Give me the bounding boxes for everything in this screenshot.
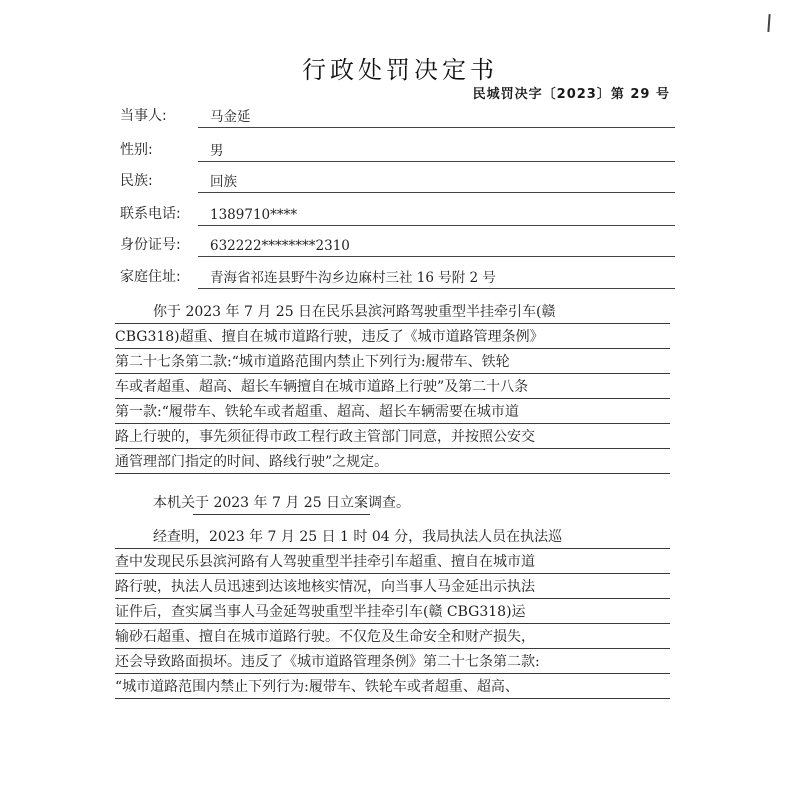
text-line <box>115 677 670 702</box>
document-title: 行政处罚决定书 <box>302 56 498 84</box>
field-value: 男 <box>210 143 224 159</box>
field-value: 马金延 <box>210 109 251 125</box>
field-value: 青海省祁连县野牛沟乡边麻村三社 16 号附 2 号 <box>210 270 496 286</box>
line-text: 路行驶，执法人员迅速到达该地核实情况，向当事人马金延出示执法 <box>115 579 535 595</box>
line-text: 第一款:“履带车、铁轮车或者超重、超高、超长车辆需要在城市道 <box>115 404 519 420</box>
text-line <box>115 627 670 652</box>
underline <box>198 127 675 128</box>
paragraph-case-filing <box>115 493 670 518</box>
underline <box>115 598 670 599</box>
line-text: 经查明，2023 年 7 月 25 日 1 时 04 分，我局执法人员在执法巡 <box>153 529 563 545</box>
field-address <box>120 263 675 289</box>
paragraph-violation <box>115 302 670 477</box>
underline <box>198 256 675 257</box>
underline <box>115 323 670 324</box>
field-label: 性别: <box>120 142 153 158</box>
underline <box>115 398 670 399</box>
text-line <box>115 402 670 427</box>
field-label: 身份证号: <box>120 237 181 253</box>
paragraph-findings <box>115 527 670 702</box>
pen-mark <box>767 14 770 32</box>
text-line <box>115 302 670 327</box>
text-line <box>115 327 670 352</box>
field-ethnicity <box>120 167 675 193</box>
underline <box>115 573 670 574</box>
text-line <box>115 352 670 377</box>
underline <box>115 348 670 349</box>
document-number: 民城罚决字〔2023〕第 29 号 <box>472 87 670 102</box>
text-line <box>115 527 670 552</box>
line-text: 路上行驶的，事先须征得市政工程行政主管部门同意，并按照公安交 <box>115 429 535 445</box>
field-value: 1389710**** <box>210 207 298 223</box>
line-text: 还会导致路面损坏。违反了《城市道路管理条例》第二十七条第二款: <box>115 654 540 670</box>
text-line <box>115 493 670 518</box>
line-text: 查中发现民乐县滨河路有人驾驶重型半挂牵引车超重、擅自在城市道 <box>115 554 535 570</box>
underline <box>115 423 670 424</box>
underline <box>198 225 675 226</box>
underline <box>198 161 675 162</box>
underline <box>115 473 670 474</box>
line-text: “城市道路范围内禁止下列行为:履带车、铁轮车或者超重、超高、 <box>115 679 519 695</box>
underline <box>115 373 670 374</box>
line-text: CBG318)超重、擅自在城市道路行驶，违反了《城市道路管理条例》 <box>115 329 544 345</box>
field-label: 民族: <box>120 173 153 189</box>
underline <box>115 448 670 449</box>
text-line <box>115 602 670 627</box>
underline <box>115 548 670 549</box>
line-text: 车或者超重、超高、超长车辆擅自在城市道路上行驶”及第二十八条 <box>115 379 529 395</box>
field-label: 家庭住址: <box>120 269 181 285</box>
text-line <box>115 452 670 477</box>
underline <box>115 698 670 699</box>
line-text: 本机关于 2023 年 7 月 25 日立案调查。 <box>153 495 411 511</box>
underline <box>115 623 670 624</box>
field-value: 632222********2310 <box>210 238 350 254</box>
underline <box>115 648 670 649</box>
text-line <box>115 552 670 577</box>
field-gender <box>120 136 675 162</box>
underline <box>193 514 370 515</box>
field-label: 当事人: <box>120 108 167 124</box>
text-line <box>115 577 670 602</box>
line-text: 你于 2023 年 7 月 25 日在民乐县滨河路驾驶重型半挂牵引车(赣 <box>153 304 556 320</box>
underline <box>115 673 670 674</box>
text-line <box>115 652 670 677</box>
field-id-number <box>120 231 675 257</box>
field-label: 联系电话: <box>120 206 181 222</box>
text-line <box>115 377 670 402</box>
field-value: 回族 <box>210 174 237 190</box>
field-party <box>120 102 675 128</box>
line-text: 证件后，查实属当事人马金延驾驶重型半挂牵引车(赣 CBG318)运 <box>115 604 526 620</box>
underline <box>198 192 675 193</box>
line-text: 第二十七条第二款:“城市道路范围内禁止下列行为:履带车、铁轮 <box>115 354 510 370</box>
text-line <box>115 427 670 452</box>
line-text: 通管理部门指定的时间、路线行驶”之规定。 <box>115 454 389 470</box>
line-text: 输砂石超重、擅自在城市道路行驶。不仅危及生命安全和财产损失， <box>115 629 535 645</box>
underline <box>198 288 675 289</box>
field-phone <box>120 200 675 226</box>
